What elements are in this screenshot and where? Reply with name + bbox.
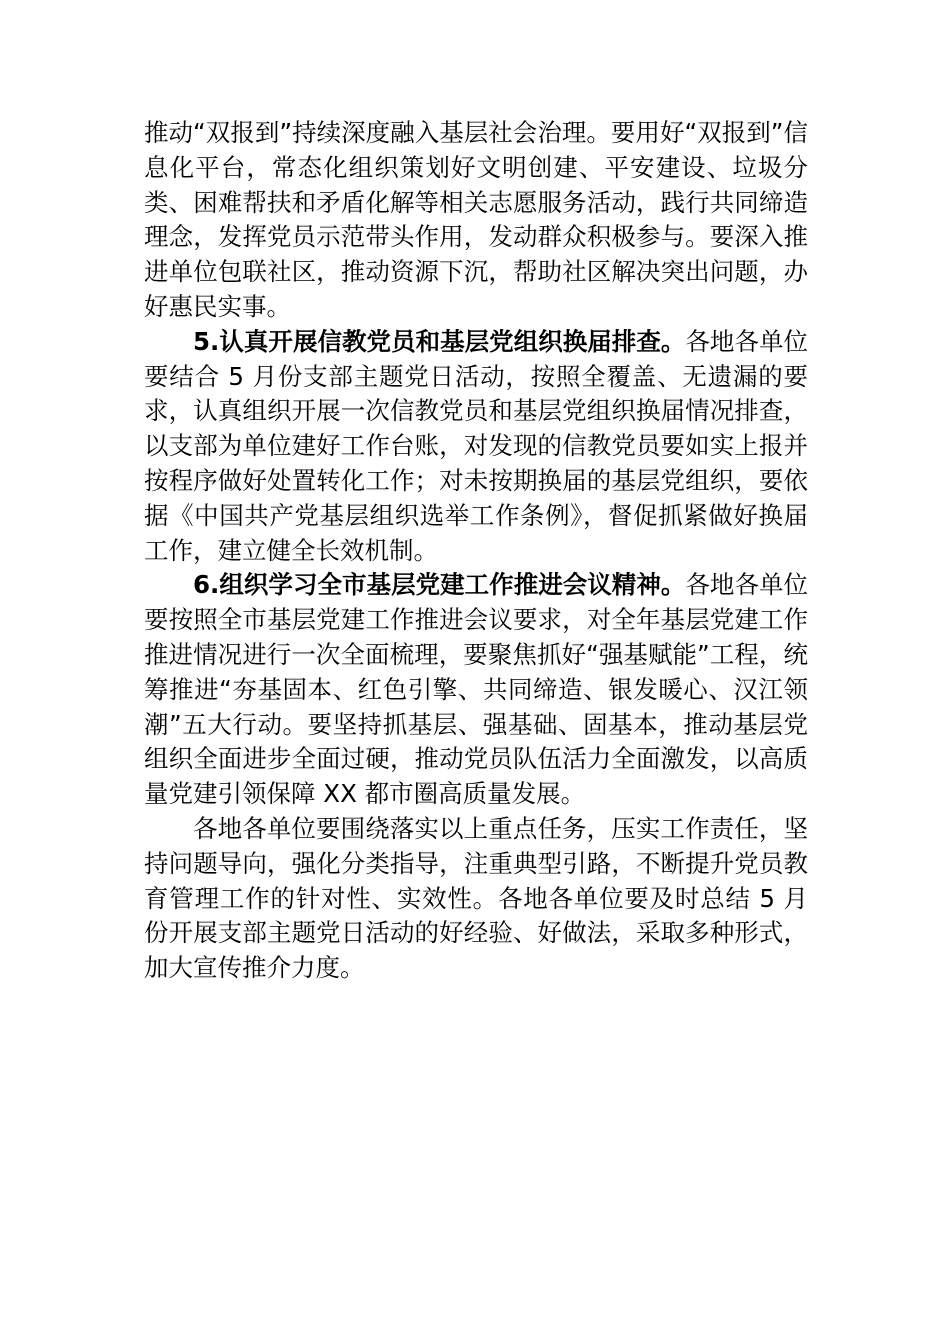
item-6-heading: 6.组织学习全市基层党建工作推进会议精神。 (193, 570, 686, 600)
paragraph-text: 推动“双报到”持续深度融入基层社会治理。要用好“双报到”信息化平台，常态化组织策划好文明创建、平安建设、垃圾分类、困难帮扶和矛盾化解等相关志愿服务活动，践行共同缔造理念，发挥党员示范带头作用，发动群众积极参与。要深入推进单位包联社区，推动资源下沉，帮助社区解决突出问题，办好惠民实事。 (144, 118, 808, 321)
paragraph-text: 各地各单位要按照全市基层党建工作推进会议要求，对全年基层党建工作推进情况进行一次全面梳理，要聚焦抓好“强基赋能”工程，统筹推进“夯基固本、红色引擎、共同缔造、银发暖心、汉江领潮”五大行动。要坚持抓基层、强基础、固基本，推动基层党组织全面进步全面过硬，推动党员队伍活力全面激发，以高质量党建引领保障 XX 都市圈高质量发展。 (144, 570, 808, 809)
paragraph-item-5 (144, 325, 808, 569)
paragraph-text: 各地各单位要围绕落实以上重点任务，压实工作责任，坚持问题导向，强化分类指导，注重典型引路，不断提升党员教育管理工作的针对性、实效性。各地各单位要及时总结 5 月份开展支部主题党日活动的好经验、好做法，采取多种形式，加大宣传推介力度。 (144, 813, 808, 983)
item-5-heading: 5.认真开展信教党员和基层党组织换届排查。 (193, 326, 686, 356)
paragraph-item-6 (144, 568, 808, 812)
paragraph-closing (144, 812, 808, 986)
document-body (144, 116, 808, 986)
paragraph-continuation (144, 116, 808, 325)
paragraph-text: 各地各单位要结合 5 月份支部主题党日活动，按照全覆盖、无遗漏的要求，认真组织开展一次信教党员和基层党组织换届情况排查，以支部为单位建好工作台账，对发现的信教党员要如实上报并按程序做好处置转化工作；对未按期换届的基层党组织，要依据《中国共产党基层组织选举工作条例》，督促抓紧做好换届工作，建立健全长效机制。 (144, 326, 808, 565)
